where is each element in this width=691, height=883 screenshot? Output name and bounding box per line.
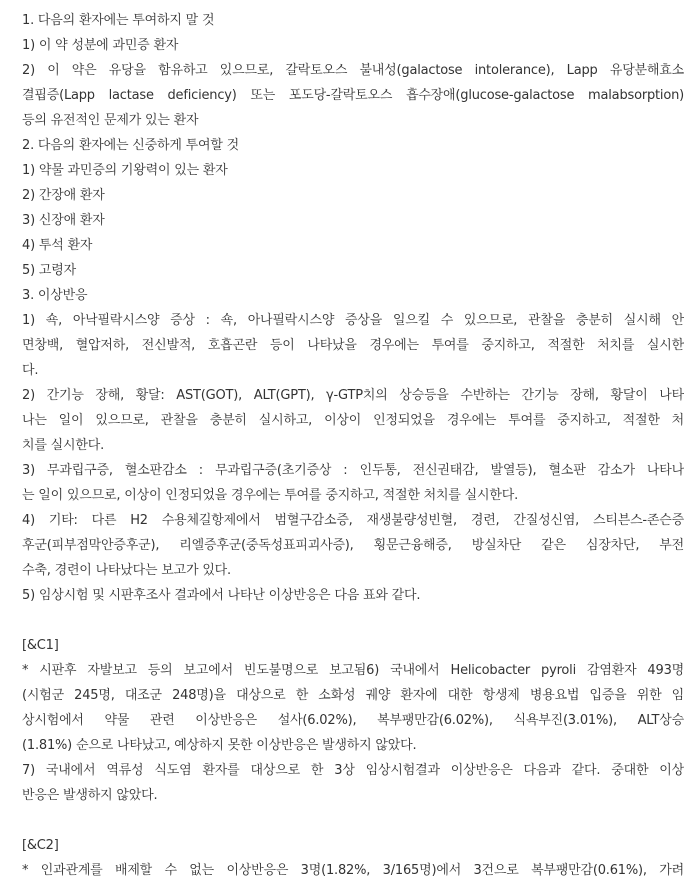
section-heading: 2. 다음의 환자에는 신중하게 투여할 것 [22,138,240,153]
list-item-continuation: 다. [22,363,39,378]
list-item-continuation: 결핍증(Lapp lactase deficiency) 또는 포도당-갈락토오스 흡수장애(glucose-galactose malabsorption) [22,88,684,103]
list-item: 3) 무과립구증, 혈소판감소 : 무과립구증(초기증상 : 인두통, 전신권태감, 발열등), 혈소판 감소가 나타나 [22,463,684,478]
list-item: 2) 간기능 장해, 황달: AST(GOT), ALT(GPT), γ-GTP치의 상승등을 수반하는 간기능 장해, 황달이 나타 [22,388,684,403]
list-item-continuation: 후군(피부점막안증후군), 리엘증후군(중독성표피괴사증), 횡문근융해증, 방실차단 같은 심장차단, 부전 [22,538,684,553]
list-item: 3) 신장애 환자 [22,213,105,228]
list-item: 2) 이 약은 유당을 함유하고 있으므로, 갈락토오스 불내성(galactose intolerance), Lapp 유당분해효소 [22,63,684,78]
section-heading: 3. 이상반응 [22,288,88,303]
list-item-continuation: 는 일이 있으므로, 이상이 인정되었을 경우에는 투여를 중지하고, 적절한 처치를 실시한다. [22,488,519,503]
footnote-continuation: (1.81%) 순으로 나타났고, 예상하지 못한 이상반응은 발생하지 않았다. [22,738,417,753]
footnote: * 시판후 자발보고 등의 보고에서 빈도불명으로 보고됨6) 국내에서 Helicobacter pyroli 감염환자 493명 [22,663,684,678]
footnote: * 인과관계를 배제할 수 없는 이상반응은 3명(1.82%, 3/165명)에서 3건으로 복부팽만감(0.61%), 가려 [22,863,684,878]
blank-line [22,808,684,833]
list-item-continuation: 반응은 발생하지 않았다. [22,788,158,803]
footnote-continuation: 상시험에서 약물 관련 이상반응은 설사(6.02%), 복부팽만감(6.02%), 식욕부진(3.01%), ALT상승 [22,713,684,728]
footnote-continuation: (시험군 245명, 대조군 248명)을 대상으로 한 소화성 궤양 환자에 대한 항생제 병용요법 입증을 위한 임 [22,688,684,703]
list-item-continuation: 치를 실시한다. [22,438,105,453]
list-item: 5) 고령자 [22,263,76,278]
table-placeholder: [&C2] [22,838,59,853]
blank-line [22,608,684,633]
list-item-continuation: 나는 일이 있으므로, 관찰을 충분히 실시하고, 이상이 인정되었을 경우에는 투여를 중지하고, 적절한 처 [22,413,684,428]
list-item: 4) 기타: 다른 H2 수용체길항제에서 범혈구감소증, 재생불량성빈혈, 경련, 간질성신염, 스티븐스-존슨증 [22,513,684,528]
list-item: 1) 쇽, 아낙필락시스양 증상 : 쇽, 아나필락시스양 증상을 일으킬 수 있으므로, 관찰을 충분히 실시해 안 [22,313,684,328]
list-item: 1) 이 약 성분에 과민증 환자 [22,38,179,53]
list-item-continuation: 면창백, 혈압저하, 전신발적, 호흡곤란 등이 나타났을 경우에는 투여를 중지하고, 적절한 처치를 실시한 [22,338,684,353]
list-item: 5) 임상시험 및 시판후조사 결과에서 나타난 이상반응은 다음 표와 같다. [22,588,421,603]
list-item-continuation: 등의 유전적인 문제가 있는 환자 [22,113,199,128]
document-body [22,8,684,883]
section-heading: 1. 다음의 환자에는 투여하지 말 것 [22,13,215,28]
list-item: 4) 투석 환자 [22,238,93,253]
list-item: 7) 국내에서 역류성 식도염 환자를 대상으로 한 3상 임상시험결과 이상반응은 다음과 같다. 중대한 이상 [22,763,684,778]
list-item-continuation: 수축, 경련이 나타났다는 보고가 있다. [22,563,231,578]
list-item: 2) 간장애 환자 [22,188,105,203]
list-item: 1) 약물 과민증의 기왕력이 있는 환자 [22,163,228,178]
table-placeholder: [&C1] [22,638,59,653]
